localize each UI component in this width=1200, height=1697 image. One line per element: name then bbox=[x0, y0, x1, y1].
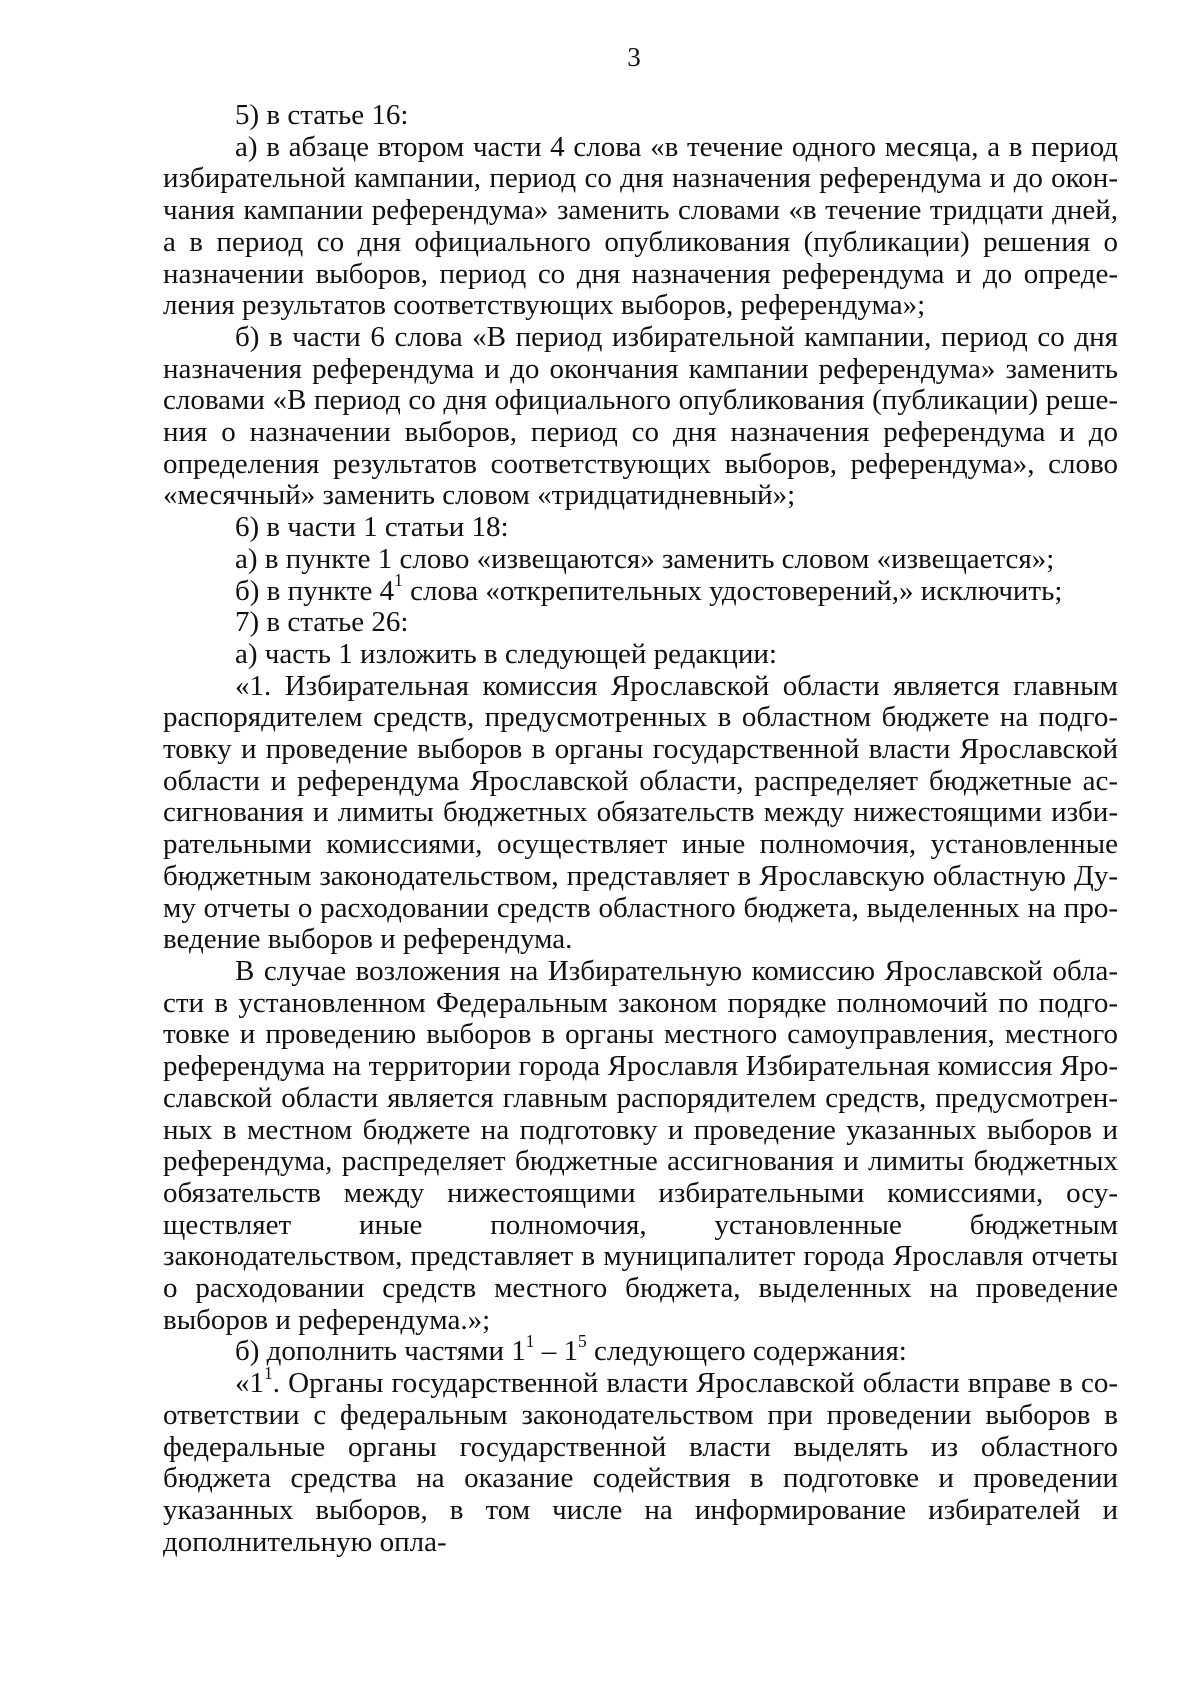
paragraph-26-part-1: «1. Избирательная комиссия Ярославской области является главным распорядителем средств, предусмотренных в областном бюджете на подготовку и проведение выборов в органы государственной власти Ярославской области и референдума Ярославской области, распределяет бюджетные ассигнования и лимиты бюджетных обязательств между нижестоящими избирательными комиссиями, осуществляет иные полномочия, установленные бюджетным законодательством, представляет в Ярославскую областную Думу отчеты о расходовании средств областного бюджета, выделенных на проведение выборов и референдума. bbox=[163, 669, 1118, 956]
paragraph-part-1-1-after: . Органы государственной власти Ярославской области вправе в соответствии с федеральным законодательством при проведении выборов в федеральные органы государственной власти выделять из областного бюджета средства на оказание содействия в подготовке и проведении указанных выборов, в том числе на информирование избирателей и дополнительную опла- bbox=[163, 1367, 1118, 1558]
paragraph-26a: а) часть 1 изложить в следующей редакции: bbox=[235, 637, 777, 670]
page-number: 3 bbox=[627, 42, 641, 72]
paragraph-26b-after: следующего содержания: bbox=[586, 1335, 907, 1368]
paragraph-26-part-1-case: В случае возложения на Избирательную комиссию Ярославской области в установленном Федеральным законом порядке полномочий по подготовке и проведению выборов в органы местного самоуправления, местного референдума на территории города Ярославля Избирательная комиссия Ярославской области является главным распорядителем средств, предусмотренных в местном бюджете на подготовку и проведение указанных выборов и референдума, распределяет бюджетные ассигнования и лимиты бюджетных обязательств между нижестоящими избирательными комиссиями, осуществляет иные полномочия, установленные бюджетным законодательством, представляет в муниципалитет города Ярославля отчеты о расходовании средств местного бюджета, выделенных на проведение выборов и референдума.»; bbox=[163, 954, 1118, 1336]
paragraph-article-16: 5) в статье 16: bbox=[235, 99, 409, 131]
paragraph-26b bbox=[163, 1331, 1118, 1368]
paragraph-16b: б) в части 6 слова «В период избирательной кампании, период со дня назначения референдума и до окончания кампании референдума» заменить словами «В период со дня официального опубликования (публикации) решения о назначении выборов, период со дня назначения референдума и до определения результатов соответствующих выборов, референдума», слово «месячный» заменить словом «тридцатидневный»; bbox=[163, 320, 1118, 512]
paragraph-18b bbox=[163, 570, 1118, 608]
paragraph-18b-after: слова «открепительных удостоверений,» исключить; bbox=[402, 574, 1063, 607]
paragraph-article-26: 7) в статье 26: bbox=[235, 606, 409, 639]
paragraph-18b-superscript: 1 bbox=[394, 570, 403, 591]
paragraph-26b-before: б) дополнить частями 1 bbox=[235, 1335, 526, 1368]
paragraph-part-1-1-superscript: 1 bbox=[264, 1362, 273, 1383]
paragraph-part-1-1-before: «1 bbox=[235, 1367, 264, 1400]
paragraph-article-18: 6) в части 1 статьи 18: bbox=[235, 511, 509, 544]
paragraph-18a: а) в пункте 1 слово «извещаются» заменить словом «извещается»; bbox=[235, 542, 1055, 575]
paragraph-part-1-1 bbox=[163, 1362, 1118, 1558]
paragraph-26b-superscript-1: 1 bbox=[525, 1331, 535, 1352]
paragraph-26b-superscript-2: 5 bbox=[578, 1331, 587, 1352]
paragraph-26b-middle: – 1 bbox=[534, 1335, 578, 1368]
document-body bbox=[163, 100, 1118, 1558]
paragraph-16a: а) в абзаце втором части 4 слова «в течение одного месяца, а в период избирательной кампании, период со дня назначения референдума и до окончания кампании референдума» заменить словами «в течение тридцати дней, а в период со дня официального опубликования (публикации) решения о назначении выборов, период со дня назначения референдума и до определения результатов соответствующих выборов, референдума»; bbox=[163, 130, 1118, 322]
paragraph-18b-before: б) в пункте 4 bbox=[235, 574, 395, 607]
